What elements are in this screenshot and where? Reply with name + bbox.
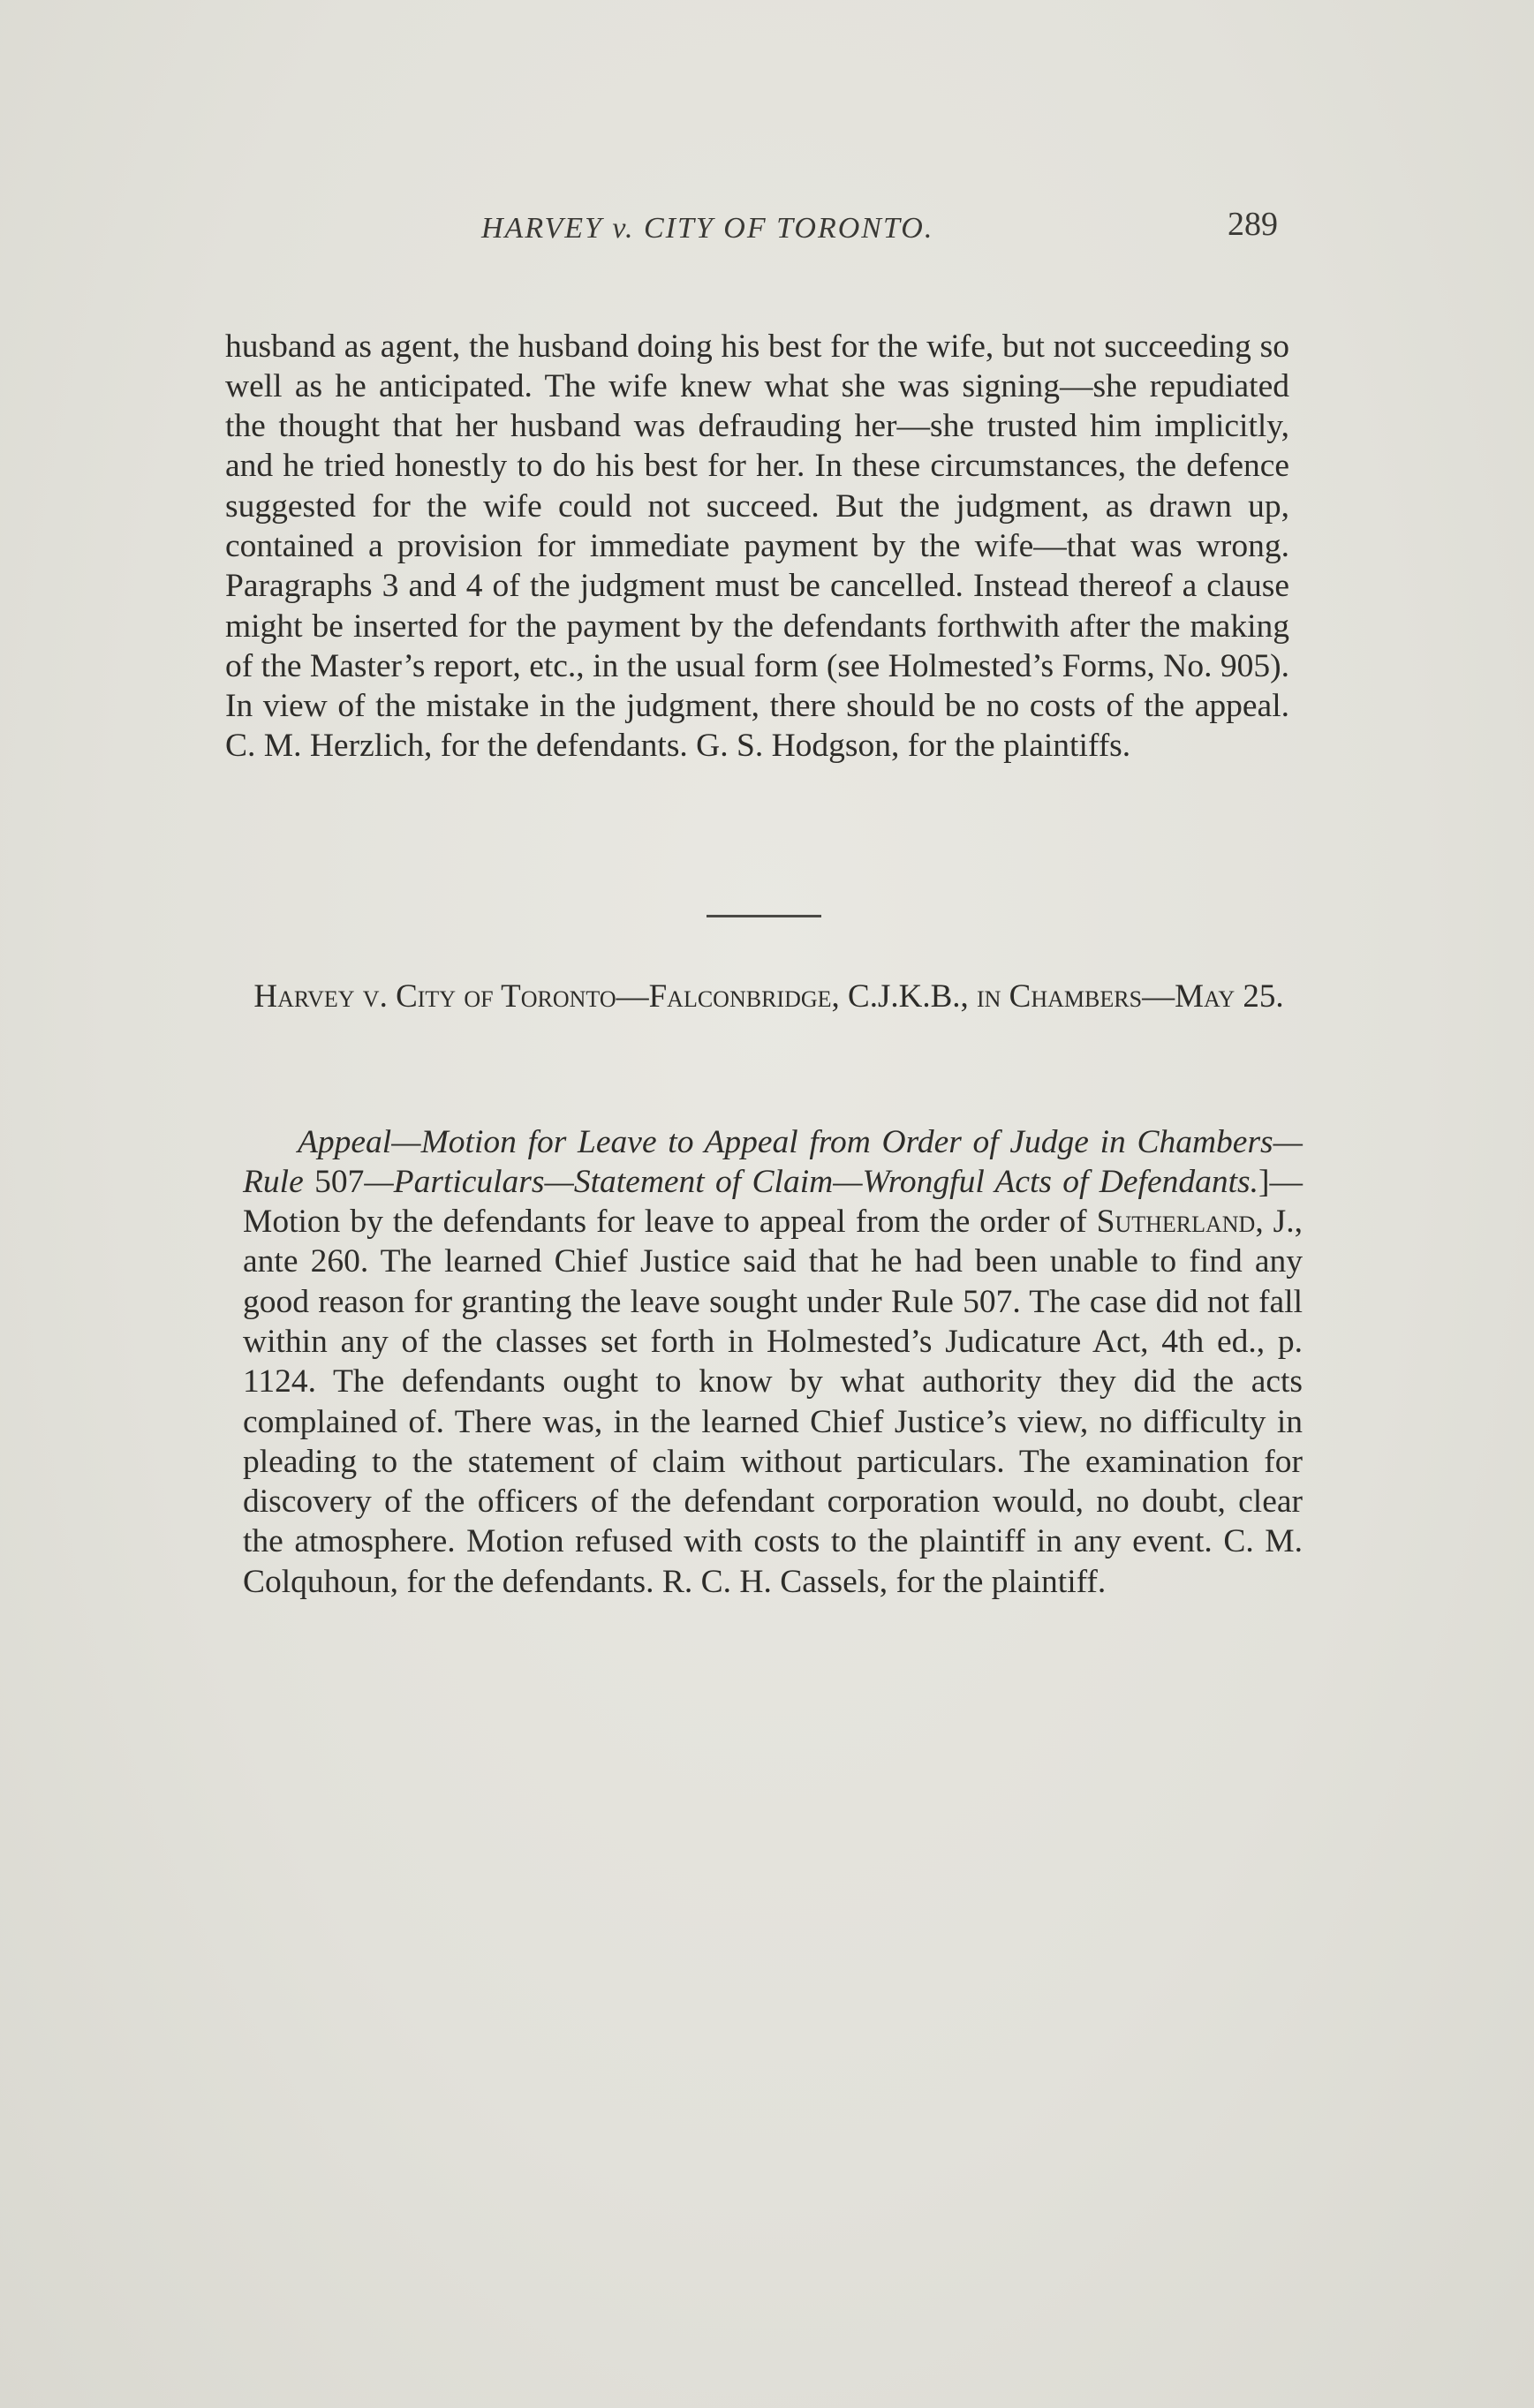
case-judge: Falconbridge, C.J.K.B., in Chambers <box>648 978 1143 1015</box>
page-header <box>225 205 1285 258</box>
rule-number: 507 <box>303 1163 365 1200</box>
running-title: HARVEY v. CITY OF TORONTO. <box>481 212 934 245</box>
report-text-a: —Motion by the defendants for leave to appeal from the order of <box>243 1163 1303 1241</box>
catchwords-part-b: —Particulars—Statement of Claim—Wrongful Acts of Defendants. <box>364 1163 1258 1200</box>
paragraph-continuation: husband as agent, the husband doing his best for the wife, but not succeeding so well as he anticipated. The wife knew what she was signing—she repudiated the thought that her husband was defrauding her—she trusted him implicitly, and he tried honestly to do his best for her. In these circumstances, the defence suggested for the wife could not succeed. But the judgment, as drawn up, contained a provision for immediate payment by the wife—that was wrong. Paragraphs 3 and 4 of the judgment must be cancelled. Instead thereof a clause might be inserted for the payment by the defendants forthwith after the making of the Master’s report, etc., in the usual form (see Holmested’s Forms, No. 905). In view of the mistake in the judgment, there should be no costs of the appeal. C. M. Herzlich, for the defendants. G. S. Hodgson, for the plaintiffs. <box>225 328 1289 765</box>
case-date: —May 25. <box>1142 978 1284 1015</box>
case-name: Harvey v. City of Toronto <box>253 978 616 1015</box>
report-text-b: , J., ante 260. The learned Chief Justice said that he had been unable to find any good reason for granting the leave sought under Rule 507. The case did not fall within any of the classes set forth in Holmested’s Judicature Act, 4th ed., p. 1124. The defendants ought to know by what authority they did the acts complained of. There was, in the learned Chief Justice’s view, no difficulty in pleading to the statement of claim without particulars. The examination for discovery of the officers of the defendant corporation would, no doubt, clear the atmosphere. Motion refused with costs to the plaintiff in any event. C. M. Colquhoun, for the defendants. R. C. H. Cassels, for the plaintiff. <box>243 1204 1304 1600</box>
page-number: 289 <box>1228 206 1278 243</box>
catchwords-bracket: ] <box>1258 1163 1270 1200</box>
judge-name: Sutherland <box>1096 1204 1256 1241</box>
case-heading-dash: — <box>616 978 649 1015</box>
case-report-paragraph <box>243 1122 1303 1603</box>
catchwords-part-a: Appeal—Motion for Leave to Appeal from Order of Judge in Chambers—Rule <box>243 1123 1303 1200</box>
case-heading <box>237 976 1301 1017</box>
section-divider <box>707 915 821 917</box>
